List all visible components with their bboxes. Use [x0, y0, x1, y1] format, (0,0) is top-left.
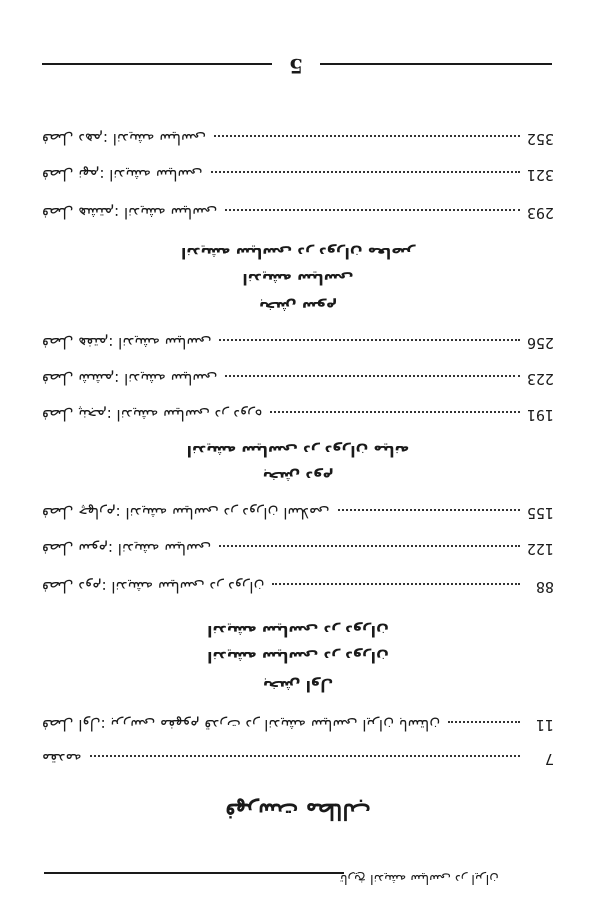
toc-entry-page: 11 — [535, 716, 554, 734]
toc-entry-title: فصل نهم: اندیشه سیاسی — [42, 166, 203, 184]
part-title: اندیشه سیاسی در دوران معاصر — [181, 244, 415, 262]
toc-row — [42, 164, 554, 186]
header-rule — [42, 63, 272, 65]
dot-leader — [225, 209, 520, 211]
toc-row — [42, 538, 554, 560]
part-label: بخش اول — [262, 677, 334, 695]
toc-entry-page: 352 — [526, 130, 554, 148]
page-footer — [0, 860, 596, 890]
toc-entry-title: فصل پنجم: اندیشه سیاسی در دوره — [42, 406, 263, 424]
toc-row — [42, 202, 554, 224]
toc-row — [42, 128, 554, 150]
toc-entry-title: مقدمه — [42, 750, 82, 768]
dot-leader — [211, 171, 520, 173]
part-label: بخش دوم — [262, 468, 334, 486]
toc-entry-title: فصل ششم: اندیشه سیاسی — [42, 370, 218, 388]
part-title: اندیشه سیاسی در دوران میانه — [186, 442, 410, 460]
dot-leader — [448, 721, 520, 723]
page-header — [0, 48, 596, 78]
header-rule — [320, 63, 552, 65]
toc-entry-title: فصل چهارم: اندیشه سیاسی در دوران اسلامی — [42, 504, 330, 522]
dot-leader — [90, 755, 520, 757]
part-title: اندیشه سیاسی — [242, 270, 354, 288]
footer-rule — [44, 872, 344, 874]
toc-entry-title: فصل اول: بررسی مفهوم قدرت در اندیشه سیاسی ایران باستان — [42, 716, 441, 734]
toc-entry-page: 191 — [526, 406, 554, 424]
toc-title: فهرست مطالب — [225, 798, 371, 824]
dot-leader — [270, 411, 520, 413]
toc-row — [42, 404, 554, 426]
toc-row — [42, 368, 554, 390]
toc-entry-page: 321 — [526, 166, 554, 184]
toc-row — [42, 502, 554, 524]
toc-entry-page: 122 — [526, 540, 554, 558]
toc-row — [42, 748, 554, 770]
dot-leader — [225, 375, 520, 377]
toc-entry-title: فصل سوم: اندیشه سیاسی — [42, 540, 212, 558]
dot-leader — [219, 545, 520, 547]
footer-running-title: تاریخ اندیشه سیاسی در ایران — [340, 871, 499, 886]
toc-entry-page: 88 — [535, 578, 554, 596]
toc-entry-page: 256 — [526, 334, 554, 352]
toc-entry-page: 155 — [526, 504, 554, 522]
toc-entry-title: فصل هفتم: اندیشه سیاسی — [42, 334, 212, 352]
toc-entry-title: فصل دهم: اندیشه سیاسی — [42, 130, 207, 148]
toc-entry-page: 293 — [526, 204, 554, 222]
toc-entry-page: 7 — [544, 750, 554, 768]
page-number: 5 — [289, 54, 303, 78]
toc-entry-title: فصل هشتم: اندیشه سیاسی — [42, 204, 218, 222]
dot-leader — [214, 135, 520, 137]
part-label: بخش سوم — [258, 298, 338, 316]
toc-row — [42, 714, 554, 736]
toc-row — [42, 332, 554, 354]
dot-leader — [272, 583, 520, 585]
part-title: اندیشه سیاسی در دوران — [207, 622, 389, 640]
toc-row — [42, 576, 554, 598]
dot-leader — [338, 509, 520, 511]
toc-entry-page: 223 — [526, 370, 554, 388]
part-title: اندیشه سیاسی در دوران — [207, 648, 389, 666]
dot-leader — [219, 339, 520, 341]
toc-entry-title: فصل دوم: اندیشه سیاسی در دوران — [42, 578, 265, 596]
